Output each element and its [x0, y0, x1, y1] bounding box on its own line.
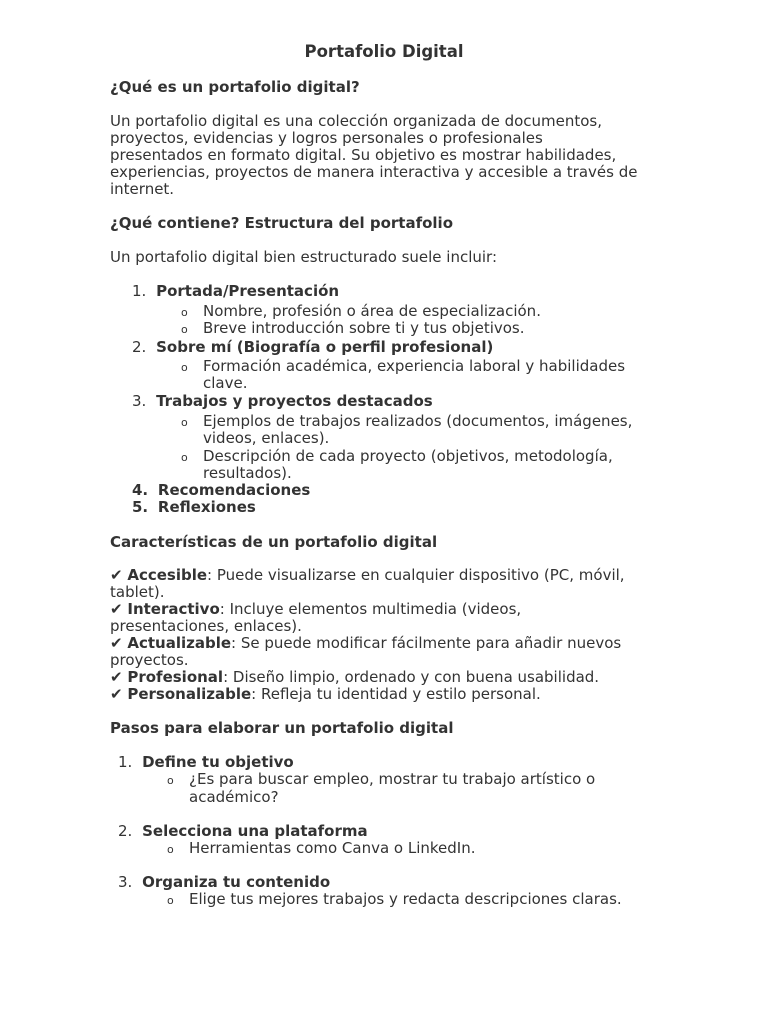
- sub-item-text: clave.: [203, 374, 248, 392]
- step-label: Selecciona una plataforma: [142, 822, 368, 840]
- step-number: 3.: [118, 873, 133, 891]
- feature-item: [110, 669, 670, 686]
- feature-term: Interactivo: [127, 600, 220, 618]
- feature-continuation: presentaciones, enlaces).: [110, 617, 302, 635]
- step-number: 2.: [118, 822, 133, 840]
- features-list: [110, 567, 670, 703]
- feature-term: Profesional: [127, 668, 224, 686]
- list-number: 2.: [132, 338, 147, 356]
- heading-what-is: ¿Qué es un portafolio digital?: [110, 78, 360, 96]
- feature-term: Personalizable: [127, 685, 252, 703]
- step-sub-text: académico?: [189, 788, 279, 806]
- document-title: Portafolio Digital: [304, 42, 464, 61]
- step-label: Organiza tu contenido: [142, 873, 331, 891]
- bullet-icon: o: [181, 323, 188, 336]
- sub-item-text: resultados).: [203, 464, 292, 482]
- checkmark-icon: ✔: [110, 668, 123, 686]
- paragraph-line: presentados en formato digital. Su objetivo es mostrar habilidades,: [110, 146, 617, 164]
- feature-text: : Se puede modificar fácilmente para añadir nuevos: [231, 634, 622, 652]
- feature-text: : Incluye elementos multimedia (videos,: [219, 600, 522, 618]
- heading-steps: Pasos para elaborar un portafolio digital: [110, 719, 454, 737]
- bullet-icon: o: [181, 361, 188, 374]
- bullet-icon: o: [167, 774, 174, 787]
- sub-item: [181, 319, 525, 337]
- paragraph-line: experiencias, proyectos de manera interactiva y accesible a través de: [110, 163, 638, 181]
- heading-features: Características de un portafolio digital: [110, 533, 438, 551]
- sub-item-continuation: [203, 430, 329, 447]
- list-number: 5.: [132, 498, 149, 516]
- feature-continuation: proyectos.: [110, 651, 189, 669]
- list-number: 3.: [132, 392, 147, 410]
- checkmark-icon: ✔: [110, 600, 123, 618]
- checkmark-icon: ✔: [110, 634, 123, 652]
- feature-term: Actualizable: [127, 634, 232, 652]
- step-sub-item: [167, 890, 622, 908]
- list-item-label: Sobre mí (Biografía o perfil profesional): [156, 338, 494, 356]
- paragraph-line: proyectos, evidencias y logros personales o profesionales: [110, 129, 543, 147]
- step-item: [118, 823, 368, 840]
- sub-item-continuation: [203, 375, 247, 392]
- feature-text: : Diseño limpio, ordenado y con buena usabilidad.: [223, 668, 600, 686]
- sub-item: [181, 302, 541, 320]
- sub-item-text: videos, enlaces).: [203, 429, 330, 447]
- contents-intro: Un portafolio digital bien estructurado suele incluir:: [110, 248, 498, 266]
- sub-item-text: Breve introducción sobre ti y tus objetivos.: [203, 319, 525, 337]
- feature-item: [110, 567, 670, 584]
- sub-item-continuation: [203, 465, 292, 482]
- feature-text: : Refleja tu identidad y estilo personal.: [251, 685, 541, 703]
- list-number: 4.: [132, 481, 149, 499]
- sub-item-text: Ejemplos de trabajos realizados (documentos, imágenes,: [203, 412, 633, 430]
- list-item: [132, 393, 433, 410]
- list-item-label: Trabajos y proyectos destacados: [156, 392, 433, 410]
- list-number: 1.: [132, 282, 147, 300]
- step-sub-text: Herramientas como Canva o LinkedIn.: [189, 839, 476, 857]
- heading-contents: ¿Qué contiene? Estructura del portafolio: [110, 214, 453, 232]
- feature-item: [110, 635, 670, 652]
- list-item: [132, 482, 310, 499]
- bullet-icon: o: [167, 894, 174, 907]
- list-item: [132, 283, 339, 300]
- step-number: 1.: [118, 753, 133, 771]
- list-item: [132, 339, 493, 356]
- step-item: [118, 754, 294, 771]
- feature-item: [110, 686, 670, 703]
- step-item: [118, 874, 330, 891]
- paragraph-what-is: [110, 113, 670, 198]
- step-sub-text: ¿Es para buscar empleo, mostrar tu trabajo artístico o: [189, 770, 596, 788]
- sub-item-text: Nombre, profesión o área de especialización.: [203, 302, 541, 320]
- list-item-label: Reflexiones: [157, 498, 256, 516]
- sub-item-text: Formación académica, experiencia laboral y habilidades: [203, 357, 626, 375]
- bullet-icon: o: [181, 451, 188, 464]
- sub-item: [181, 357, 626, 375]
- step-sub-continuation: [189, 789, 279, 806]
- paragraph-line: Un portafolio digital es una colección organizada de documentos,: [110, 112, 603, 130]
- bullet-icon: o: [181, 416, 188, 429]
- step-sub-item: [167, 770, 596, 788]
- feature-item: [110, 601, 670, 618]
- feature-text: : Puede visualizarse en cualquier dispositivo (PC, móvil,: [207, 566, 625, 584]
- bullet-icon: o: [167, 843, 174, 856]
- checkmark-icon: ✔: [110, 566, 123, 584]
- step-label: Define tu objetivo: [142, 753, 294, 771]
- sub-item: [181, 447, 613, 465]
- sub-item: [181, 412, 633, 430]
- bullet-icon: o: [181, 306, 188, 319]
- step-sub-item: [167, 839, 476, 857]
- list-item-label: Portada/Presentación: [156, 282, 340, 300]
- list-item: [132, 499, 256, 516]
- sub-item-text: Descripción de cada proyecto (objetivos, metodología,: [203, 447, 613, 465]
- step-sub-text: Elige tus mejores trabajos y redacta descripciones claras.: [189, 890, 622, 908]
- checkmark-icon: ✔: [110, 685, 123, 703]
- feature-continuation: tablet).: [110, 583, 165, 601]
- list-item-label: Recomendaciones: [157, 481, 311, 499]
- feature-term: Accesible: [127, 566, 208, 584]
- paragraph-line: internet.: [110, 180, 175, 198]
